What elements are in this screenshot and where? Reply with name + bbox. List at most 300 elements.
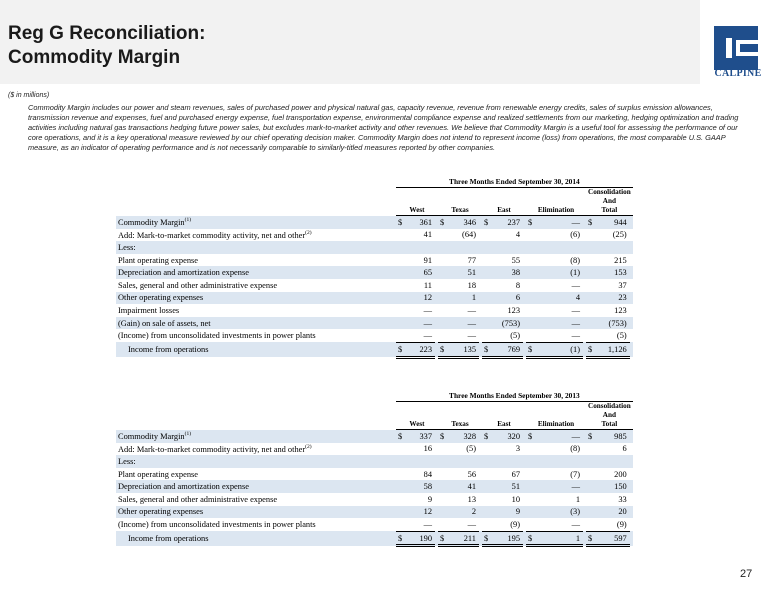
column-gap [630, 304, 633, 317]
table-row [116, 292, 637, 305]
currency-symbol [438, 455, 446, 468]
col-total: Total [586, 206, 633, 216]
currency-symbol [526, 493, 534, 506]
currency-symbol [526, 455, 534, 468]
col-east: East [482, 420, 526, 430]
currency-symbol [396, 317, 404, 330]
value-cell: 6 [490, 292, 523, 305]
value-cell: 1 [575, 494, 580, 504]
currency-symbol [526, 241, 534, 254]
currency-symbol [526, 317, 534, 330]
value-cell: 944 [594, 216, 630, 229]
currency-symbol [482, 279, 490, 292]
currency-symbol [396, 493, 404, 506]
col-west: West [396, 420, 438, 430]
row-label-text: Income from operations [128, 534, 209, 544]
column-gap [630, 468, 633, 481]
footnote-marker: (2) [305, 443, 312, 450]
table-row [116, 518, 633, 531]
row-label [116, 506, 396, 519]
value-cell: 20 [594, 506, 630, 519]
currency-symbol [438, 506, 446, 519]
currency-symbol [482, 254, 490, 267]
currency-symbol [526, 304, 534, 317]
row-label-text: Commodity Margin [118, 431, 185, 441]
value-cell: 123 [507, 305, 520, 315]
value-cell: (8) [570, 444, 580, 454]
table-row [116, 266, 637, 279]
value-cell: 8 [515, 280, 520, 290]
row-label-text: Plant operating expense [118, 255, 199, 265]
row-label-text: Commodity Margin [118, 217, 185, 227]
currency-symbol [396, 292, 404, 305]
table-q3-2014 [116, 176, 637, 359]
row-label-text: Sales, general and other administrative expense [118, 494, 278, 504]
value-cell: 361 [404, 216, 435, 229]
value-cell: 4 [515, 230, 520, 240]
currency-symbol: $ [482, 216, 490, 229]
row-label-text: (Gain) on sale of assets, net [118, 318, 211, 328]
column-gap [630, 443, 633, 456]
row-label [116, 292, 396, 305]
column-gap [630, 531, 633, 546]
value-cell: 91 [423, 255, 432, 265]
table-row [116, 455, 633, 468]
value-cell: — [404, 317, 435, 330]
col-elimination: Elimination [526, 420, 586, 430]
value-cell [404, 241, 435, 254]
currency-symbol: $ [526, 531, 534, 546]
currency-symbol [586, 279, 594, 292]
row-label [116, 241, 396, 254]
value-cell: 337 [404, 430, 435, 443]
value-cell [446, 455, 479, 468]
value-cell: (6) [570, 230, 580, 240]
row-label [116, 518, 396, 531]
currency-symbol [396, 518, 404, 531]
column-gap [630, 506, 633, 519]
value-cell: 320 [490, 430, 523, 443]
column-gap [630, 480, 633, 493]
value-cell [534, 455, 583, 468]
currency-symbol [586, 241, 594, 254]
value-cell: 84 [423, 469, 432, 479]
currency-symbol [396, 241, 404, 254]
row-label [116, 317, 396, 330]
currency-symbol [396, 443, 404, 456]
row-label-text: Impairment losses [118, 305, 180, 315]
table-row [116, 317, 637, 330]
currency-symbol [586, 480, 594, 493]
currency-symbol [586, 493, 594, 506]
currency-symbol [482, 229, 490, 242]
currency-symbol [586, 292, 594, 305]
value-cell: 38 [490, 266, 523, 279]
value-cell: 1,126 [594, 342, 630, 357]
currency-symbol [482, 455, 490, 468]
value-cell: 16 [423, 444, 432, 454]
currency-symbol [586, 229, 594, 242]
currency-symbol [482, 266, 490, 279]
value-cell: 123 [614, 305, 627, 315]
value-cell: 3 [515, 444, 520, 454]
currency-symbol [482, 480, 490, 493]
value-cell: 12 [404, 506, 435, 519]
currency-symbol: $ [482, 531, 490, 546]
currency-symbol [438, 480, 446, 493]
value-cell: 9 [490, 506, 523, 519]
title-line-2: Commodity Margin [8, 47, 181, 68]
page-number: 27 [740, 568, 753, 580]
table-row [116, 216, 637, 229]
table-row [116, 506, 633, 519]
currency-symbol [396, 279, 404, 292]
value-cell: 223 [404, 342, 435, 357]
value-cell: — [571, 305, 580, 315]
currency-symbol [482, 317, 490, 330]
footnote-marker: (1) [184, 217, 192, 224]
title-line-1: Reg G Reconciliation: [8, 23, 206, 44]
value-cell: — [467, 331, 476, 341]
currency-symbol: $ [586, 531, 594, 546]
row-label [116, 329, 396, 342]
currency-symbol [586, 266, 594, 279]
description-paragraph: Commodity Margin includes our power and steam revenues, sales of purchased power and physical natural gas, capacity revenue, revenue from renewable energy credits, sales of surplus emission allowances, transmission revenue and expenses, fuel and purchased energy expense, fuel transportation expense, environmental compliance expense and realized settlements from our marketing, hedging optimization and trading activities including natural gas transactions hedging future power sales, but excludes mark-to-market activity and other revenues. We believe that Commodity Margin is a useful tool for assessing the performance of our core operations, and it is a key operational measure reviewed by our chief operating decision maker. Commodity Margin does not intend to represent income (loss) from operations, the most comparable U.S. GAAP measure, as an indicator of operating performance and is not necessarily comparable to similarly-titled measures reported by other companies. [28, 103, 739, 152]
value-cell: — [534, 480, 583, 493]
currency-symbol: $ [586, 216, 594, 229]
currency-symbol [482, 329, 490, 342]
row-label-text: Sales, general and other administrative expense [118, 280, 278, 290]
value-cell: (753) [594, 317, 630, 330]
currency-symbol [396, 506, 404, 519]
value-cell [594, 241, 630, 254]
value-cell: 328 [446, 430, 479, 443]
col-consolidation-l2: And [602, 197, 616, 205]
value-cell: (1) [534, 342, 583, 357]
currency-symbol [482, 241, 490, 254]
value-cell: 23 [594, 292, 630, 305]
currency-symbol [586, 518, 594, 531]
value-cell: 33 [618, 494, 627, 504]
value-cell: (1) [534, 266, 583, 279]
value-cell: (5) [510, 331, 520, 341]
value-cell: 1 [534, 531, 583, 546]
value-cell [446, 241, 479, 254]
value-cell: 153 [594, 266, 630, 279]
currency-symbol [482, 518, 490, 531]
currency-symbol [526, 329, 534, 342]
value-cell: 56 [467, 469, 476, 479]
currency-symbol [586, 329, 594, 342]
table-row [116, 254, 637, 267]
value-cell: 10 [511, 494, 520, 504]
table-row [116, 329, 637, 342]
column-gap [630, 229, 633, 242]
value-cell: 41 [423, 230, 432, 240]
value-cell: (25) [612, 230, 627, 240]
currency-symbol [526, 254, 534, 267]
column-gap [630, 518, 633, 531]
currency-symbol [586, 254, 594, 267]
table-row [116, 531, 633, 546]
value-cell [404, 455, 435, 468]
column-gap [630, 430, 633, 443]
col-total: Total [586, 420, 633, 430]
currency-symbol [586, 468, 594, 481]
row-label [116, 304, 396, 317]
currency-symbol [526, 468, 534, 481]
table-body-2014 [116, 216, 637, 358]
column-gap [630, 317, 633, 330]
col-texas: Texas [438, 420, 482, 430]
value-cell [490, 241, 523, 254]
column-gap [630, 292, 633, 305]
row-label-text: (Income) from unconsolidated investments in power plants [118, 520, 316, 530]
row-label [116, 254, 396, 267]
value-cell: 2 [446, 506, 479, 519]
value-cell: 6 [622, 444, 627, 454]
currency-symbol [438, 329, 446, 342]
table-row [116, 279, 637, 292]
row-label-text: Other operating expenses [118, 293, 204, 303]
currency-symbol [396, 304, 404, 317]
value-cell [534, 241, 583, 254]
value-cell: 4 [534, 292, 583, 305]
currency-symbol [438, 266, 446, 279]
column-gap [630, 455, 633, 468]
value-cell: 215 [614, 255, 627, 265]
row-label [116, 430, 396, 443]
currency-symbol [438, 254, 446, 267]
value-cell: 77 [467, 255, 476, 265]
currency-symbol [586, 455, 594, 468]
value-cell: (3) [534, 506, 583, 519]
currency-symbol [482, 468, 490, 481]
value-cell: 12 [404, 292, 435, 305]
value-cell: (7) [570, 469, 580, 479]
col-consolidation-l2: And [602, 411, 616, 419]
col-east: East [482, 206, 526, 216]
value-cell: 200 [614, 469, 627, 479]
row-label [116, 468, 396, 481]
currency-symbol [438, 229, 446, 242]
footnote-marker: (1) [184, 431, 192, 438]
col-texas: Texas [438, 206, 482, 216]
currency-symbol [438, 493, 446, 506]
value-cell: — [571, 280, 580, 290]
row-label-text: Add: Mark-to-market commodity activity, net and other [118, 230, 306, 240]
currency-symbol [396, 329, 404, 342]
currency-symbol [396, 254, 404, 267]
row-label [116, 279, 396, 292]
col-west: West [396, 206, 438, 216]
row-label [116, 480, 396, 493]
currency-symbol [396, 468, 404, 481]
currency-symbol: $ [438, 531, 446, 546]
row-label [116, 531, 396, 546]
currency-symbol [526, 266, 534, 279]
currency-symbol [586, 443, 594, 456]
row-label-text: (Income) from unconsolidated investments in power plants [118, 331, 316, 341]
value-cell: (8) [570, 255, 580, 265]
value-cell: 37 [618, 280, 627, 290]
value-cell: 65 [404, 266, 435, 279]
row-label-text: Less: [118, 456, 136, 466]
currency-symbol: $ [396, 342, 404, 357]
value-cell: 13 [467, 494, 476, 504]
value-cell: (9) [616, 519, 627, 529]
value-cell: — [423, 331, 432, 341]
currency-symbol: $ [396, 430, 404, 443]
value-cell: (753) [490, 317, 523, 330]
value-cell [490, 455, 523, 468]
value-cell: 11 [423, 280, 432, 290]
units-note: ($ in millions) [8, 92, 50, 99]
row-label [116, 455, 396, 468]
value-cell: — [467, 519, 476, 529]
currency-symbol: $ [438, 216, 446, 229]
currency-symbol [526, 279, 534, 292]
footnote-marker: (2) [305, 229, 312, 236]
logo-wordmark: CALPINE [714, 68, 762, 79]
currency-symbol [526, 518, 534, 531]
value-cell: (64) [462, 230, 476, 240]
currency-symbol [396, 480, 404, 493]
column-gap [630, 266, 633, 279]
currency-symbol [438, 279, 446, 292]
currency-symbol [482, 443, 490, 456]
value-cell: 237 [490, 216, 523, 229]
col-elimination: Elimination [526, 206, 586, 216]
row-label [116, 266, 396, 279]
value-cell: 985 [594, 430, 630, 443]
currency-symbol: $ [586, 342, 594, 357]
currency-symbol [482, 304, 490, 317]
value-cell: 190 [404, 531, 435, 546]
currency-symbol: $ [396, 216, 404, 229]
currency-symbol [482, 506, 490, 519]
row-label [116, 216, 396, 229]
currency-symbol: $ [586, 430, 594, 443]
row-label [116, 229, 396, 242]
currency-symbol [438, 292, 446, 305]
table-row [116, 430, 633, 443]
table-row [116, 480, 633, 493]
column-gap [630, 279, 633, 292]
currency-symbol [438, 518, 446, 531]
row-label-text: Income from operations [128, 345, 209, 355]
table-row [116, 493, 633, 506]
row-label-text: Other operating expenses [118, 507, 204, 517]
value-cell: 58 [404, 480, 435, 493]
col-consolidation-l1: Consolidation [588, 188, 631, 196]
value-cell: 51 [446, 266, 479, 279]
row-label [116, 342, 396, 357]
column-gap [630, 342, 633, 357]
row-label-text: Depreciation and amortization expense [118, 268, 249, 278]
column-gap [630, 254, 633, 267]
row-label-text: Add: Mark-to-market commodity activity, net and other [118, 444, 306, 454]
row-label-text: Plant operating expense [118, 469, 199, 479]
currency-symbol [526, 480, 534, 493]
table-row [116, 342, 637, 357]
currency-symbol [526, 506, 534, 519]
currency-symbol: $ [482, 430, 490, 443]
table-row [116, 443, 633, 456]
value-cell: (5) [616, 331, 627, 341]
value-cell: (5) [466, 444, 476, 454]
table-body-2013 [116, 430, 633, 546]
currency-symbol [396, 229, 404, 242]
value-cell: 195 [490, 531, 523, 546]
currency-symbol: $ [526, 342, 534, 357]
table-row [116, 229, 637, 242]
value-cell: — [446, 317, 479, 330]
value-cell: 346 [446, 216, 479, 229]
value-cell: — [571, 519, 580, 529]
currency-symbol: $ [482, 342, 490, 357]
row-label [116, 443, 396, 456]
currency-symbol [586, 317, 594, 330]
row-label-text: Less: [118, 242, 136, 252]
value-cell: 18 [467, 280, 476, 290]
currency-symbol [396, 455, 404, 468]
value-cell: 67 [511, 469, 520, 479]
value-cell: 51 [490, 480, 523, 493]
currency-symbol [586, 304, 594, 317]
currency-symbol [438, 443, 446, 456]
currency-symbol [438, 317, 446, 330]
value-cell: 41 [446, 480, 479, 493]
column-gap [630, 329, 633, 342]
value-cell: 9 [427, 494, 432, 504]
value-cell: — [534, 430, 583, 443]
currency-symbol: $ [526, 430, 534, 443]
currency-symbol [526, 229, 534, 242]
currency-symbol [482, 292, 490, 305]
currency-symbol: $ [396, 531, 404, 546]
currency-symbol [586, 506, 594, 519]
currency-symbol [438, 241, 446, 254]
value-cell: (9) [510, 519, 520, 529]
currency-symbol: $ [526, 216, 534, 229]
table-row [116, 304, 637, 317]
currency-symbol [482, 493, 490, 506]
currency-symbol: $ [438, 430, 446, 443]
value-cell: 769 [490, 342, 523, 357]
row-label [116, 493, 396, 506]
row-label-text: Depreciation and amortization expense [118, 482, 249, 492]
period-header: Three Months Ended September 30, 2014 [396, 176, 633, 188]
currency-symbol [438, 304, 446, 317]
column-gap [630, 493, 633, 506]
value-cell [594, 455, 630, 468]
currency-symbol [526, 443, 534, 456]
value-cell: 55 [511, 255, 520, 265]
value-cell: 597 [594, 531, 630, 546]
value-cell: 211 [446, 531, 479, 546]
value-cell: — [423, 519, 432, 529]
col-consolidation-l1: Consolidation [588, 402, 631, 410]
value-cell: 135 [446, 342, 479, 357]
currency-symbol [526, 292, 534, 305]
value-cell: — [534, 216, 583, 229]
period-header: Three Months Ended September 30, 2013 [396, 390, 633, 402]
table-q3-2013 [116, 390, 633, 547]
value-cell: — [467, 305, 476, 315]
currency-symbol: $ [438, 342, 446, 357]
currency-symbol [438, 468, 446, 481]
